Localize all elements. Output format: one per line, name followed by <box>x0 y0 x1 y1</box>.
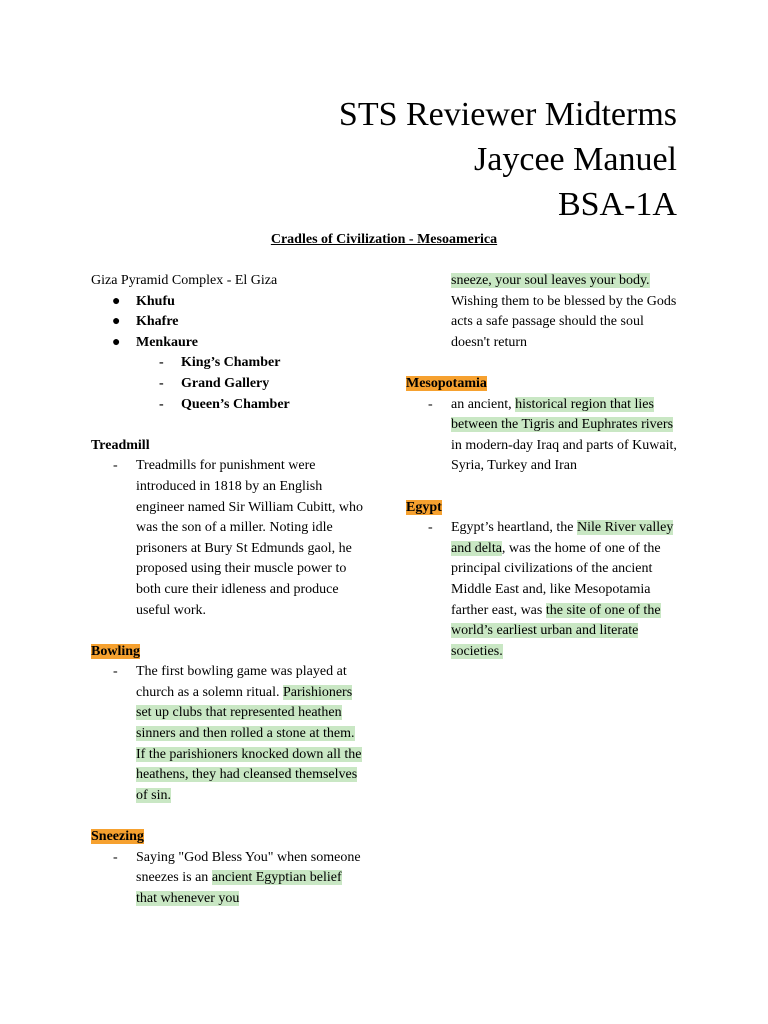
giza-heading: Giza Pyramid Complex - El Giza <box>91 273 278 288</box>
sneezing-cont-text: Wishing them to be blessed by the Gods acts a safe passage should the soul doesn't return <box>451 293 677 350</box>
chamber-list <box>91 353 366 415</box>
egypt-list <box>406 518 678 662</box>
dash-marker: - <box>159 355 164 371</box>
list-item <box>91 456 366 621</box>
bowling-highlight: Parishioners set up clubs that represented heathen sinners and then rolled a stone at them. If the parishioners knocked down all the heathens, they had cleansed themselves of sin. <box>136 684 362 803</box>
sneezing-heading: Sneezing <box>91 829 144 845</box>
sneezing-list <box>91 848 366 910</box>
sneezing-continued <box>406 271 678 353</box>
section-subtitle: Cradles of Civilization - Mesoamerica <box>270 232 498 247</box>
dash-marker: - <box>159 396 164 412</box>
mesopotamia-list <box>406 395 678 477</box>
title-line-1: STS Reviewer Midterms <box>338 96 677 133</box>
dash-marker: - <box>159 375 164 391</box>
document-title <box>339 92 677 227</box>
treadmill-text: Treadmills for punishment were introduced in 1818 by an English engineer named Sir William Cubitt, who was the son of a miller. Noting idle prisoners at Bury St Edmunds gaol, he proposed using their muscle power to both cure their idleness and produce useful work. <box>136 458 364 618</box>
treadmill-heading: Treadmill <box>91 437 150 453</box>
title-line-3: BSA-1A <box>557 186 677 223</box>
right-column <box>406 271 678 662</box>
left-column <box>91 271 366 909</box>
egypt-highlight-1: Nile River valley and delta <box>451 520 674 556</box>
dash-marker: - <box>428 396 433 412</box>
list-item: - Egypt’s heartland, the Nile River valley and delta, was the home of one of the principal civilizations of the ancient Middle East and, like Mesopotamia farther east, was the site of one of the world’s earliest urban and literate societies. <box>428 520 674 659</box>
dash-marker: - <box>113 849 118 865</box>
bowling-heading: Bowling <box>91 643 141 659</box>
mesopotamia-highlight: historical region that lies between the Tigris and Euphrates rivers <box>451 396 674 433</box>
sneezing-text: Saying "God Bless You" when someone sneezes is an <box>136 849 361 886</box>
bullet-marker: ● <box>112 314 121 330</box>
list-item <box>91 848 366 910</box>
dash-marker: - <box>428 520 433 536</box>
treadmill-list <box>91 456 366 621</box>
dash-marker: - <box>113 664 118 680</box>
giza-pyramid-list <box>91 292 366 354</box>
bowling-list <box>91 662 366 806</box>
egypt-highlight-2: the site of one of the world’s earliest urban and literate societies. <box>451 602 661 659</box>
dash-marker: - <box>113 458 118 474</box>
list-item: ● Khufu <box>91 292 366 313</box>
list-item: - Queen’s Chamber <box>91 395 366 416</box>
list-item: - Grand Gallery <box>91 374 366 395</box>
title-line-2: Jaycee Manuel <box>474 141 677 178</box>
egypt-heading: Egypt <box>406 499 442 515</box>
list-item: - King’s Chamber <box>91 353 366 374</box>
mesopotamia-heading: Mesopotamia <box>406 375 487 391</box>
sneezing-cont-highlight: sneeze, your soul leaves your body. <box>451 273 650 288</box>
sneezing-highlight: ancient Egyptian belief that whenever you <box>136 870 342 906</box>
list-item: - an ancient, historical region that lies between the Tigris and Euphrates rivers in modern-day Iraq and parts of Kuwait, Syria, Turkey and Iran <box>428 396 677 474</box>
list-item <box>91 662 366 806</box>
list-item: ● Khafre <box>91 312 366 333</box>
bowling-text: The first bowling game was played at church as a solemn ritual. <box>136 664 347 700</box>
list-item: ● Menkaure <box>91 333 366 354</box>
bullet-marker: ● <box>112 334 121 350</box>
bullet-marker: ● <box>112 293 121 309</box>
list-item <box>406 271 678 353</box>
